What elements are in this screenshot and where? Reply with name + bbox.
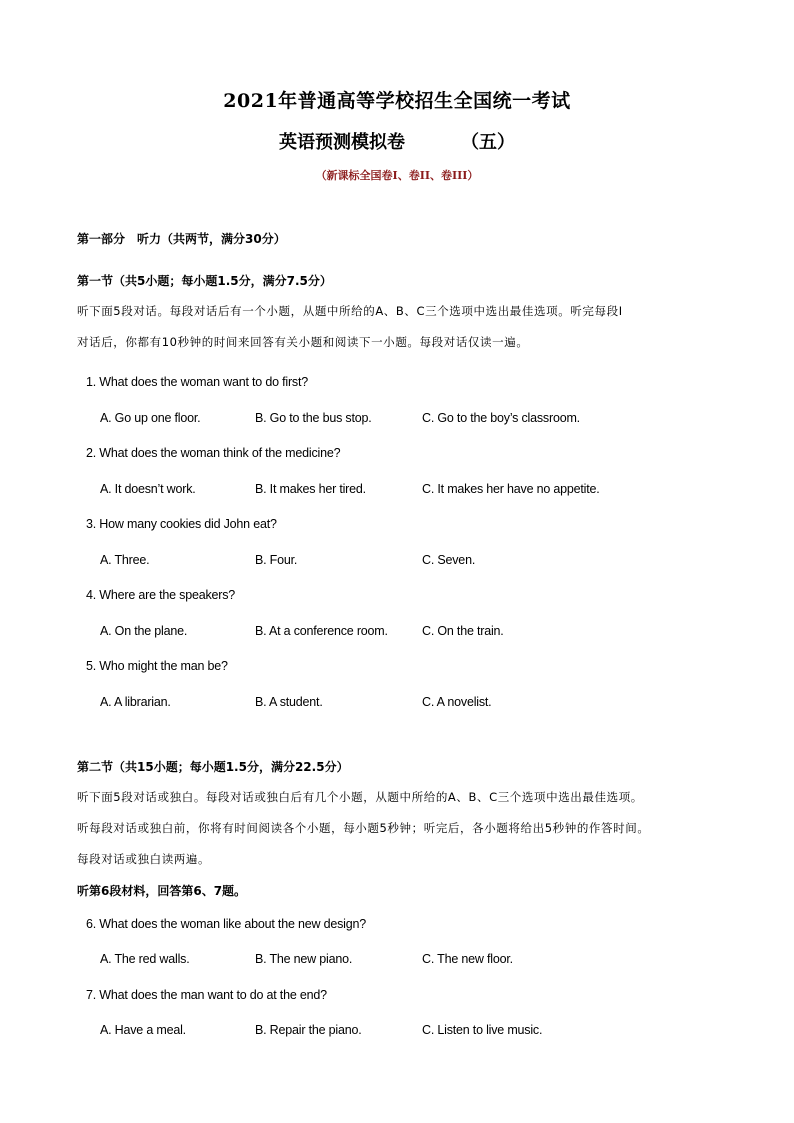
question-7: 7. What does the man want to do at the end? [86,988,327,1002]
section1-instructions-line2: 对话后，你都有10秒钟的时间来回答有关小题和阅读下一小题。每段对话仅读一遍。 [77,335,529,349]
question-6: 6. What does the woman like about the new design? [86,917,366,931]
question-5: 5. Who might the man be? [86,659,228,673]
material-6-heading: 听第6段材料，回答第6、7题。 [77,884,247,898]
question-5-options [100,695,750,713]
question-4: 4. Where are the speakers? [86,588,236,602]
option-c: C. It makes her have no appetite. [422,482,600,496]
section1-heading: 第一节（共5小题；每小题1.5分，满分7.5分） [77,274,332,288]
option-b: B. Repair the piano. [255,1023,362,1037]
option-a: A. The red walls. [100,952,190,966]
option-c: C. The new floor. [422,952,513,966]
option-a: A. Have a meal. [100,1023,186,1037]
question-4-options [100,624,750,642]
option-c: C. On the train. [422,624,504,638]
section2-heading: 第二节（共15小题；每小题1.5分，满分22.5分） [77,760,349,774]
option-a: A. A librarian. [100,695,171,709]
option-b: B. It makes her tired. [255,482,366,496]
question-3-options [100,553,750,571]
section2-instructions-line1: 听下面5段对话或独白。每段对话或独白后有几个小题，从题中所给的A、B、C三个选项中选出最佳选项。 [77,790,643,804]
question-6-options [100,952,750,970]
option-b: B. At a conference room. [255,624,388,638]
question-3: 3. How many cookies did John eat? [86,517,277,531]
question-1: 1. What does the woman want to do first? [86,375,308,389]
option-a: A. On the plane. [100,624,188,638]
option-a: A. Three. [100,553,150,567]
question-7-options [100,1023,750,1041]
exam-subtitle-number: （五） [461,132,515,153]
option-c: C. Listen to live music. [422,1023,543,1037]
option-b: B. A student. [255,695,323,709]
exam-title: 2021年普通高等学校招生全国统一考试 [223,90,571,112]
option-b: B. The new piano. [255,952,353,966]
option-a: A. Go up one floor. [100,411,201,425]
part1-heading: 第一部分 听力（共两节，满分30分） [77,232,286,246]
exam-subtitle [0,128,794,154]
section1-instructions-line1: 听下面5段对话。每段对话后有一个小题，从题中所给的A、B、C三个选项中选出最佳选项。听完每段I [77,304,623,318]
option-c: C. Seven. [422,553,476,567]
exam-scope: （新课标全国卷I、卷II、卷III） [315,169,479,182]
section2-instructions-line2: 听每段对话或独白前，你将有时间阅读各个小题，每小题5秒钟；听完后，各小题将给出5秒钟的作答时间。 [77,821,650,835]
question-2-options [100,482,750,500]
question-2: 2. What does the woman think of the medicine? [86,446,341,460]
option-c: C. A novelist. [422,695,492,709]
question-1-options [100,411,750,429]
option-c: C. Go to the boy’s classroom. [422,411,580,425]
section2-instructions-line3: 每段对话或独白读两遍。 [77,852,211,866]
option-b: B. Four. [255,553,298,567]
option-a: A. It doesn’t work. [100,482,196,496]
exam-subtitle-main: 英语预测模拟卷 [279,132,405,153]
option-b: B. Go to the bus stop. [255,411,372,425]
